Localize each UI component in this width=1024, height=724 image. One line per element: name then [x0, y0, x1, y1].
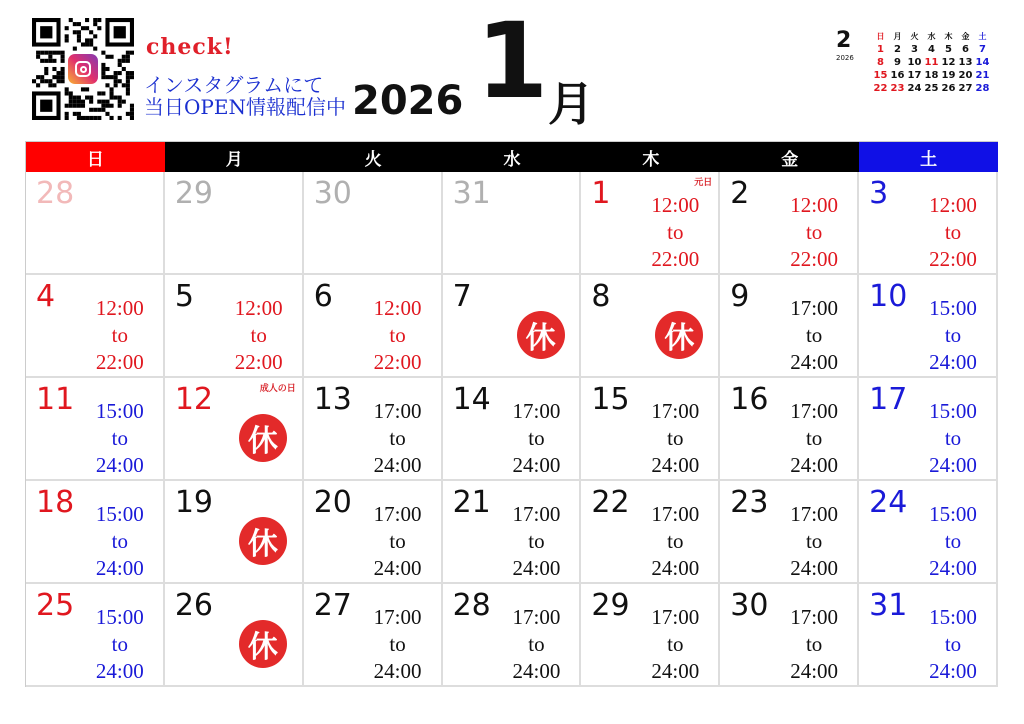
hours-line: 24:00	[512, 659, 561, 683]
hours-line: 12:00	[651, 193, 700, 217]
mini-day: 28	[975, 83, 990, 94]
holiday-note: 成人の日	[259, 384, 296, 394]
hours-line: 24:00	[373, 659, 422, 683]
day-cell	[720, 378, 859, 481]
hours-line: to	[805, 426, 823, 450]
day-cell	[859, 275, 998, 378]
day-number: 2	[730, 176, 750, 211]
day-cell	[859, 584, 998, 687]
opening-hours	[779, 398, 849, 479]
opening-hours	[85, 398, 155, 479]
opening-hours	[918, 604, 988, 685]
mini-day: 3	[911, 44, 918, 55]
year-label: 2026	[352, 78, 464, 124]
day-cell	[26, 584, 165, 687]
opening-hours	[501, 604, 571, 685]
mini-weekday: 木	[944, 32, 953, 41]
hours-line: 24:00	[95, 659, 144, 683]
weekday-header-cell: 水	[443, 142, 582, 172]
calendar-grid	[25, 141, 998, 687]
opening-hours	[918, 192, 988, 273]
hours-line: 12:00	[234, 296, 283, 320]
day-number: 4	[36, 279, 56, 314]
mini-weekday: 金	[961, 32, 970, 41]
day-number: 20	[313, 485, 352, 520]
hours-line: 15:00	[929, 605, 977, 629]
hours-line: 15:00	[929, 296, 977, 320]
qr-code	[32, 18, 134, 120]
opening-hours	[640, 398, 710, 479]
day-cell	[720, 172, 859, 275]
hours-line: 24:00	[95, 453, 144, 477]
day-number: 13	[313, 382, 352, 417]
day-cell	[581, 481, 720, 584]
hours-line: to	[389, 529, 406, 553]
mini-day: 9	[894, 57, 901, 68]
mini-weekday: 月	[893, 32, 902, 41]
day-cell	[165, 275, 304, 378]
day-number: 28	[36, 176, 75, 211]
hours-line: 22:00	[373, 350, 422, 374]
opening-hours	[779, 501, 849, 582]
mini-day: 21	[975, 70, 990, 81]
hours-line: 12:00	[95, 296, 144, 320]
mini-day: 23	[890, 83, 905, 94]
day-number: 30	[730, 588, 769, 623]
hours-line: 12:00	[929, 193, 977, 217]
day-cell	[26, 481, 165, 584]
promo-line-2: 当日OPEN情報配信中	[144, 95, 346, 119]
hours-line: 17:00	[790, 399, 839, 423]
day-number: 28	[452, 588, 491, 623]
hours-line: to	[250, 323, 267, 347]
day-number: 6	[313, 279, 333, 314]
opening-hours	[363, 398, 433, 479]
weekday-header-cell: 火	[304, 142, 443, 172]
mini-day: 13	[958, 57, 973, 68]
opening-hours	[363, 295, 433, 376]
hours-line: 15:00	[95, 605, 144, 629]
hours-line: 17:00	[373, 605, 422, 629]
mini-day: 1	[877, 44, 884, 55]
hours-line: 24:00	[929, 556, 977, 580]
hours-line: 15:00	[929, 399, 977, 423]
mini-day: 16	[890, 70, 905, 81]
hours-line: 12:00	[373, 296, 422, 320]
day-cell	[443, 378, 582, 481]
mini-year: 2026	[836, 54, 854, 62]
holiday-note: 元日	[694, 178, 713, 188]
day-number: 19	[174, 485, 214, 520]
opening-hours	[501, 501, 571, 582]
hours-line: 24:00	[790, 556, 839, 580]
mini-day: 14	[975, 57, 990, 68]
mini-day: 27	[958, 83, 973, 94]
hours-line: to	[944, 323, 962, 347]
mini-weekday: 火	[910, 32, 919, 41]
hours-line: to	[389, 323, 406, 347]
hours-line: 24:00	[373, 453, 422, 477]
hours-line: 17:00	[651, 605, 700, 629]
day-cell	[443, 275, 582, 378]
mini-day: 18	[924, 70, 939, 81]
day-number: 17	[869, 382, 908, 417]
hours-line: 17:00	[651, 399, 700, 423]
mini-day: 26	[941, 83, 956, 94]
day-number: 29	[591, 588, 630, 623]
weekday-header-cell: 金	[720, 142, 859, 172]
day-number: 22	[591, 485, 630, 520]
mini-day: 15	[873, 70, 888, 81]
day-cell	[581, 378, 720, 481]
hours-line: to	[944, 529, 962, 553]
mini-day: 8	[877, 57, 884, 68]
hours-line: to	[528, 529, 545, 553]
day-number: 15	[591, 382, 630, 417]
day-number: 31	[869, 588, 908, 623]
hours-line: 22:00	[95, 350, 144, 374]
day-cell	[859, 378, 998, 481]
weekday-header-cell: 日	[26, 142, 165, 172]
day-number: 26	[174, 588, 214, 623]
hours-line: to	[111, 632, 129, 656]
day-cell	[581, 584, 720, 687]
hours-line: to	[111, 426, 129, 450]
hours-line: 24:00	[651, 659, 700, 683]
hours-line: to	[111, 323, 129, 347]
hours-line: 24:00	[512, 453, 561, 477]
day-cell	[443, 481, 582, 584]
day-number: 30	[313, 176, 352, 211]
hours-line: 22:00	[234, 350, 283, 374]
mini-day: 24	[907, 83, 922, 94]
day-cell	[581, 172, 720, 275]
month-number: 1	[476, 0, 549, 122]
hours-line: to	[667, 632, 684, 656]
hours-line: to	[805, 529, 823, 553]
day-cell	[26, 275, 165, 378]
day-cell	[581, 275, 720, 378]
hours-line: 17:00	[373, 502, 422, 526]
hours-line: to	[944, 426, 962, 450]
next-month-mini-calendar	[836, 28, 996, 98]
hours-line: 24:00	[512, 556, 561, 580]
hours-line: 15:00	[929, 502, 977, 526]
day-cell	[720, 584, 859, 687]
day-cell	[165, 481, 304, 584]
hours-line: to	[944, 220, 962, 244]
hours-line: to	[528, 632, 545, 656]
instagram-icon	[68, 54, 98, 84]
hours-line: to	[944, 632, 962, 656]
hours-line: 22:00	[790, 247, 839, 271]
promo-text	[144, 74, 346, 118]
day-number: 24	[869, 485, 908, 520]
month-suffix: 月	[548, 77, 594, 131]
hours-line: 24:00	[373, 556, 422, 580]
hours-line: 17:00	[790, 296, 839, 320]
weekday-header-cell: 月	[165, 142, 304, 172]
hours-line: to	[389, 632, 406, 656]
opening-hours	[918, 398, 988, 479]
hours-line: 15:00	[95, 502, 144, 526]
mini-day: 7	[979, 44, 986, 55]
mini-day: 6	[962, 44, 969, 55]
day-cell	[26, 378, 165, 481]
hours-line: 22:00	[651, 247, 700, 271]
day-cell	[859, 172, 998, 275]
hours-line: to	[805, 632, 823, 656]
hours-line: 17:00	[512, 399, 561, 423]
day-number: 9	[730, 279, 750, 314]
calendar-body	[26, 172, 998, 687]
opening-hours	[85, 501, 155, 582]
closed-badge: 休	[239, 620, 287, 668]
hours-line: to	[667, 220, 684, 244]
hours-line: to	[111, 529, 129, 553]
hours-line: to	[389, 426, 406, 450]
day-cell	[26, 172, 165, 275]
promo-line-1: インスタグラムにて	[144, 73, 324, 97]
hours-line: to	[667, 426, 684, 450]
day-number: 25	[36, 588, 75, 623]
opening-hours	[85, 604, 155, 685]
day-cell	[304, 172, 443, 275]
opening-hours	[501, 398, 571, 479]
opening-hours	[363, 501, 433, 582]
day-number: 1	[591, 176, 611, 211]
day-number: 27	[313, 588, 352, 623]
hours-line: to	[805, 323, 823, 347]
hours-line: to	[805, 220, 823, 244]
opening-hours	[918, 501, 988, 582]
hours-line: 15:00	[95, 399, 144, 423]
mini-day: 11	[924, 57, 939, 68]
mini-day: 4	[928, 44, 935, 55]
day-cell	[720, 481, 859, 584]
closed-badge: 休	[239, 414, 287, 462]
opening-hours	[85, 295, 155, 376]
closed-badge: 休	[655, 311, 703, 359]
opening-hours	[779, 295, 849, 376]
closed-badge: 休	[239, 517, 287, 565]
hours-line: 22:00	[929, 247, 977, 271]
opening-hours	[779, 192, 849, 273]
hours-line: 17:00	[790, 605, 839, 629]
mini-day: 20	[958, 70, 973, 81]
day-cell	[443, 172, 582, 275]
hours-line: 17:00	[512, 605, 561, 629]
day-number: 3	[869, 176, 889, 211]
mini-day: 17	[907, 70, 922, 81]
opening-hours	[640, 501, 710, 582]
day-cell	[304, 275, 443, 378]
opening-hours	[224, 295, 294, 376]
day-number: 23	[730, 485, 769, 520]
mini-weekday: 水	[927, 32, 936, 41]
day-cell	[165, 172, 304, 275]
hours-line: to	[667, 529, 684, 553]
day-number: 29	[174, 176, 214, 211]
opening-hours	[779, 604, 849, 685]
day-number: 16	[730, 382, 769, 417]
day-number: 18	[36, 485, 75, 520]
mini-day: 25	[924, 83, 939, 94]
check-label: check!	[146, 34, 234, 60]
hours-line: to	[528, 426, 545, 450]
weekday-header-cell: 土	[859, 142, 998, 172]
hours-line: 24:00	[95, 556, 144, 580]
mini-month-number: 2	[836, 28, 852, 53]
day-cell	[304, 481, 443, 584]
mini-grid	[872, 30, 991, 95]
day-number: 31	[452, 176, 491, 211]
day-number: 11	[36, 382, 75, 417]
day-cell	[304, 378, 443, 481]
opening-hours	[640, 604, 710, 685]
day-cell	[720, 275, 859, 378]
hours-line: 24:00	[790, 350, 839, 374]
mini-day: 2	[894, 44, 901, 55]
day-number: 14	[452, 382, 491, 417]
day-number: 8	[591, 279, 611, 314]
closed-badge: 休	[517, 311, 565, 359]
hours-line: 24:00	[790, 659, 839, 683]
day-cell	[443, 584, 582, 687]
weekday-header-cell: 木	[581, 142, 720, 172]
day-cell	[165, 378, 304, 481]
mini-day: 5	[945, 44, 952, 55]
day-number: 7	[452, 279, 472, 314]
day-number: 21	[452, 485, 491, 520]
mini-day: 10	[907, 57, 922, 68]
hours-line: 24:00	[651, 556, 700, 580]
day-cell	[304, 584, 443, 687]
day-number: 5	[174, 279, 194, 314]
hours-line: 17:00	[512, 502, 561, 526]
hours-line: 17:00	[373, 399, 422, 423]
mini-weekday: 土	[978, 32, 987, 41]
day-number: 10	[869, 279, 908, 314]
hours-line: 24:00	[929, 453, 977, 477]
opening-hours	[640, 192, 710, 273]
mini-day: 22	[873, 83, 888, 94]
hours-line: 24:00	[651, 453, 700, 477]
mini-day: 12	[941, 57, 956, 68]
opening-hours	[363, 604, 433, 685]
mini-weekday: 日	[876, 32, 885, 41]
hours-line: 24:00	[929, 350, 977, 374]
hours-line: 24:00	[929, 659, 977, 683]
hours-line: 12:00	[790, 193, 839, 217]
day-cell	[165, 584, 304, 687]
hours-line: 17:00	[651, 502, 700, 526]
opening-hours	[918, 295, 988, 376]
day-cell	[859, 481, 998, 584]
mini-day: 19	[941, 70, 956, 81]
hours-line: 24:00	[790, 453, 839, 477]
day-number: 12	[174, 382, 214, 417]
weekday-header	[26, 142, 998, 172]
hours-line: 17:00	[790, 502, 839, 526]
